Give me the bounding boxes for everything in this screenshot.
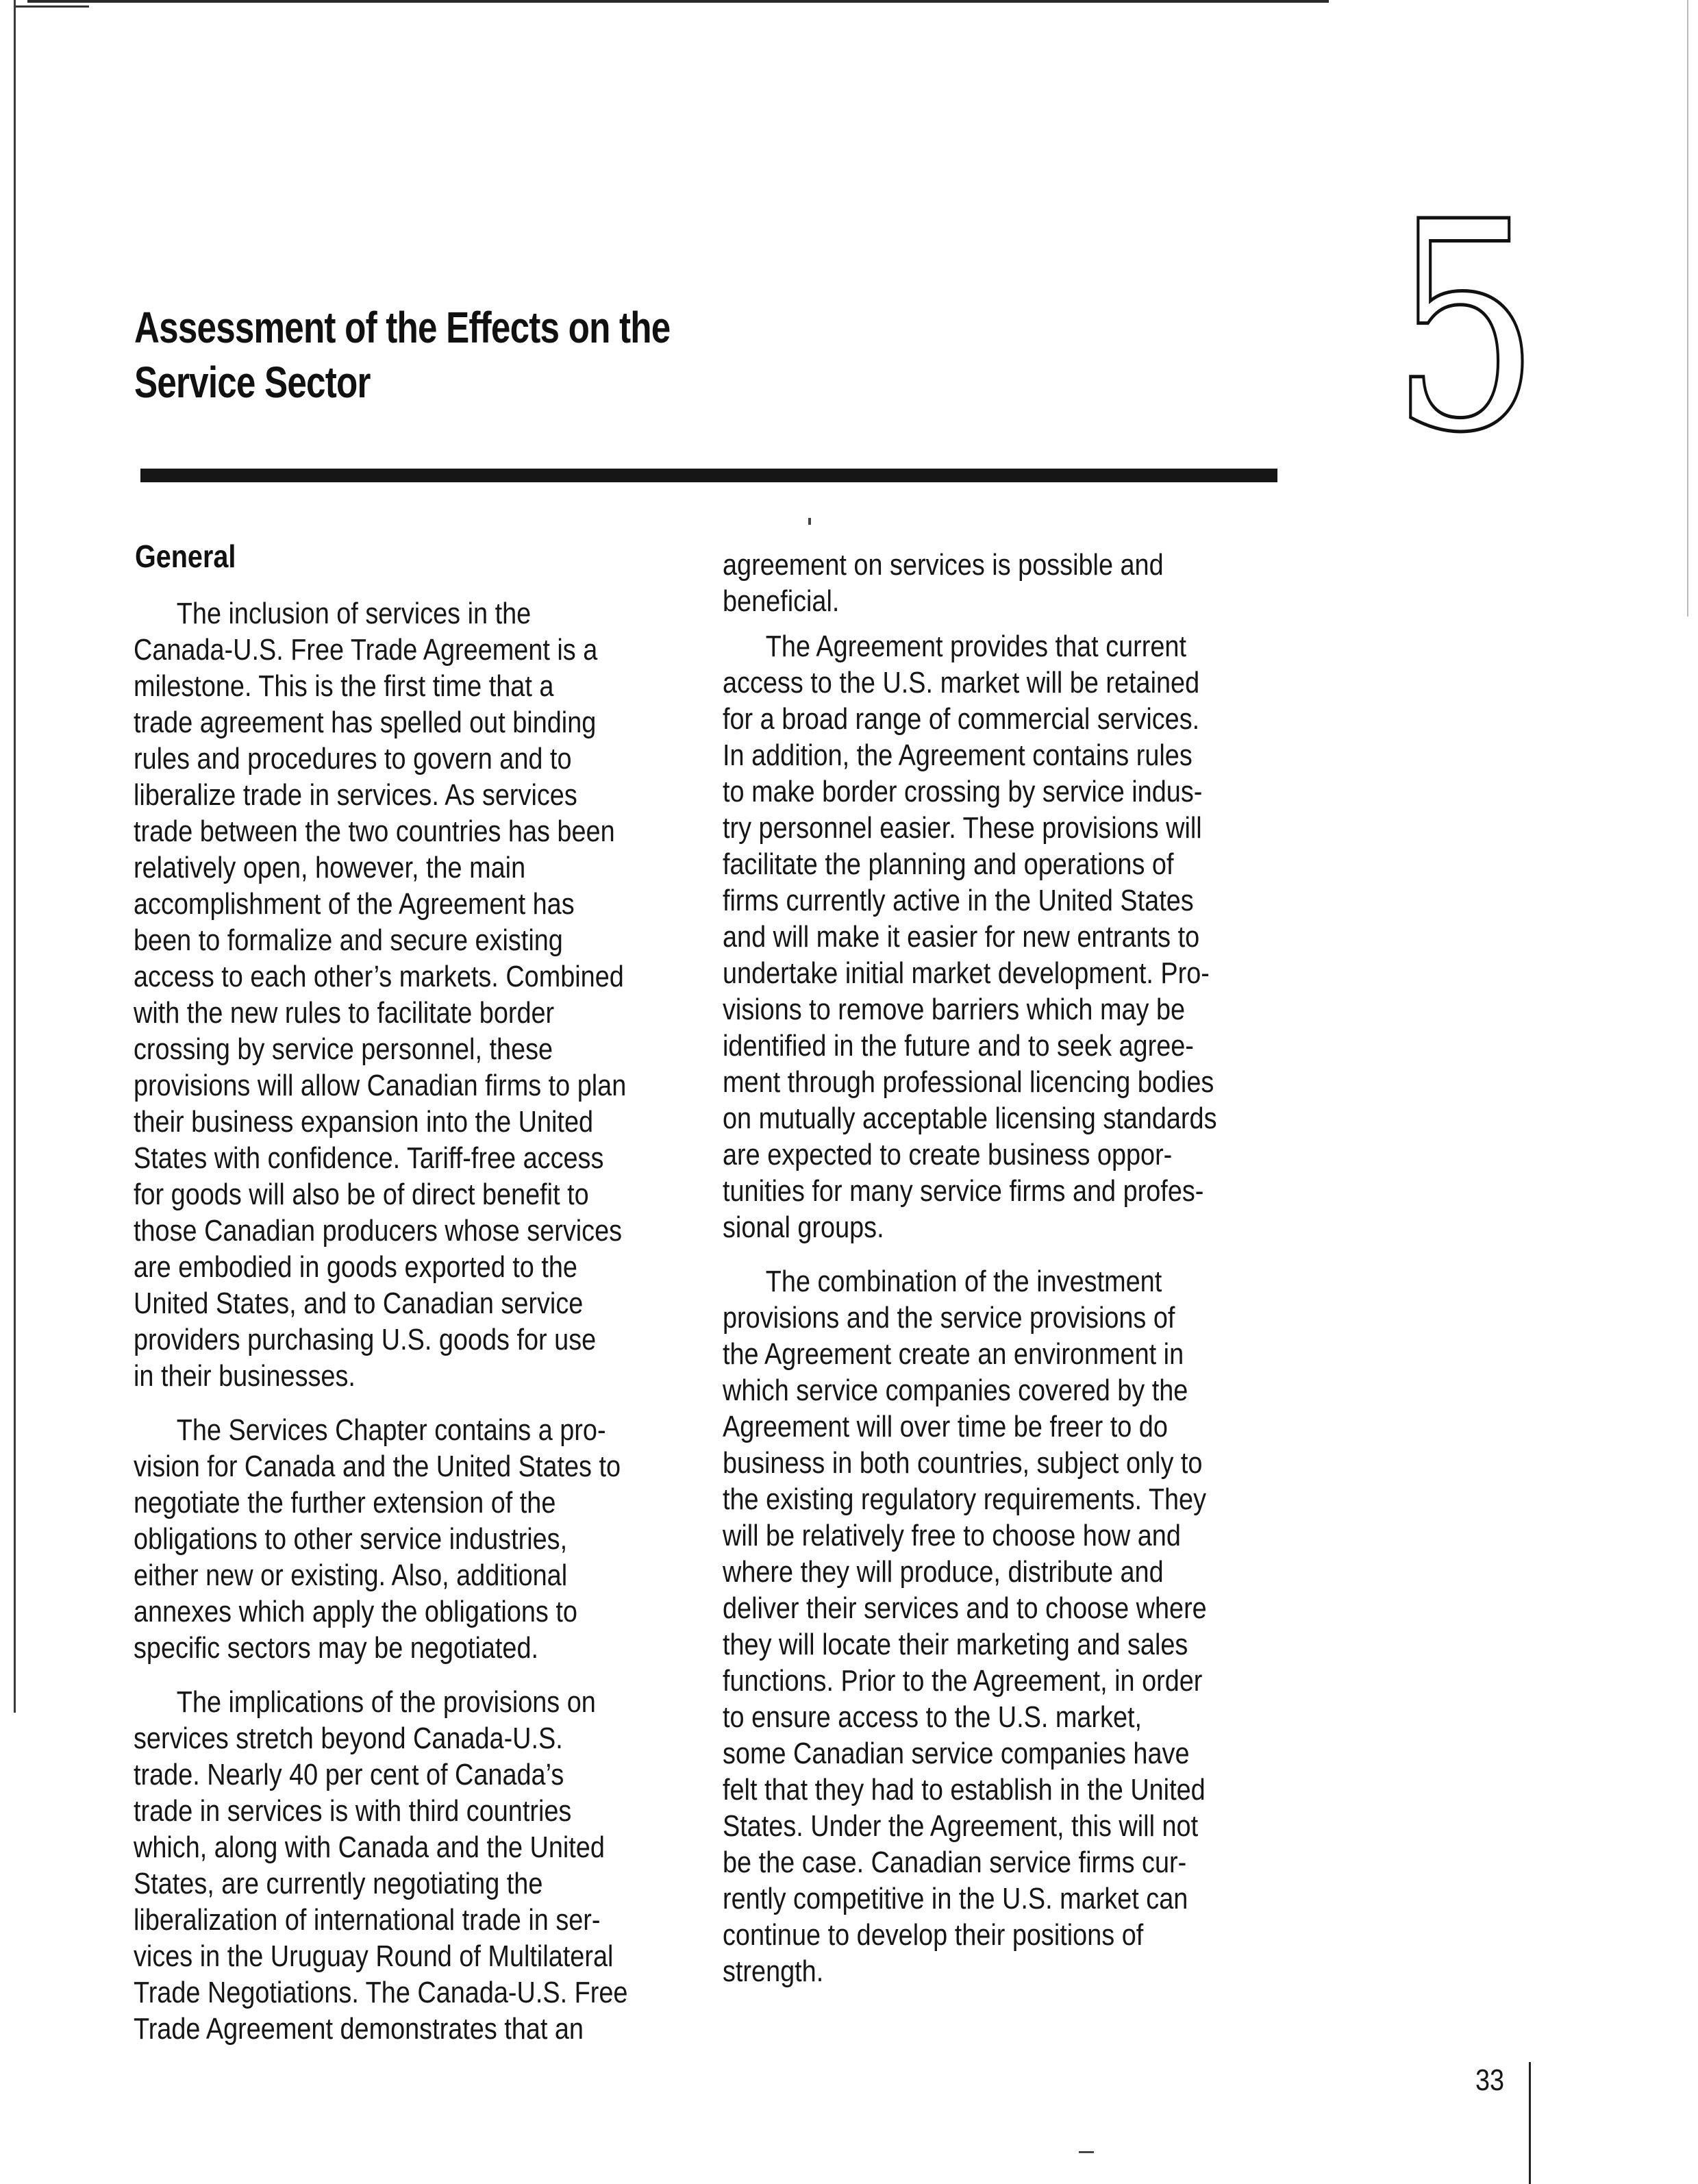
right-paragraph-3 (723, 1263, 1271, 1989)
left-paragraph-2-text: The Services Chapter contains a pro- vision for Canada and the United States to negotiate the further extension of the obligations to other service industries, either new or existing. Also, additional annexes which apply the obligations to specific sectors may be negotiated. (134, 1413, 621, 1665)
section-heading: General (135, 538, 236, 574)
chapter-title-line-1: Assessment of the Effects on the (134, 303, 671, 352)
left-paragraph-3-text: The implications of the provisions on services stretch beyond Canada-U.S. trade. Nearly 40 per cent of Canada’s trade in services is with third countries which, along with Canada and the United States, are currently negotiating the liberalization of international trade in ser- vices in the Uruguay Round of Multilateral Trade Negotiations. The Canada-U.S. Free Trade Agreement demonstrates that an (134, 1685, 628, 2046)
chapter-number: 5 (1390, 161, 1541, 496)
right-paragraph-1-text: agreement on services is possible and beneficial. (723, 548, 1164, 618)
scan-speck (1079, 2151, 1094, 2153)
right-paragraph-1 (723, 547, 1271, 619)
scan-top-rule-short (14, 5, 89, 8)
scan-speck (808, 518, 811, 525)
left-paragraph-2 (134, 1412, 682, 1666)
scan-top-rule (27, 0, 1329, 3)
title-rule (140, 469, 1277, 482)
scan-left-edge (14, 0, 16, 1713)
folio-rule (1529, 2062, 1531, 2184)
left-paragraph-1 (134, 595, 682, 1394)
page-number: 33 (1475, 2063, 1505, 2097)
chapter-title (134, 300, 737, 410)
right-paragraph-3-text: The combination of the investment provisions and the service provisions of the Agreement create an environment in which service companies covered by the Agreement will over time be freer to do business in both countries, subject only to the existing regulatory requirements. They will be relatively free to choose how and where they will produce, distribute and deliver their services and to choose where they will locate their marketing and sales functions. Prior to the Agreement, in order to ensure access to the U.S. market, some Canadian service companies have felt that they had to establish in the United States. Under the Agreement, this will not be the case. Canadian service firms cur- rently competitive in the U.S. market can continue to develop their positions of strength. (723, 1265, 1207, 1988)
left-paragraph-1-text: The inclusion of services in the Canada-U.S. Free Trade Agreement is a milestone. This is the first time that a trade agreement has spelled out binding rules and procedures to govern and to liberalize trade in services. As services trade between the two countries has been relatively open, however, the main accomplishment of the Agreement has been to formalize and secure existing access to each other’s markets. Combined with the new rules to facilitate border crossing by service personnel, these provisions will allow Canadian firms to plan their business expansion into the United States with confidence. Tariff-free access for goods will also be of direct benefit to those Canadian producers whose services are embodied in goods exported to the United States, and to Canadian service providers purchasing U.S. goods for use in their businesses. (134, 597, 627, 1393)
right-paragraph-2-text: The Agreement provides that current access to the U.S. market will be retained for a broad range of commercial services. In addition, the Agreement contains rules to make border crossing by service indus- try personnel easier. These provisions will facilitate the planning and operations of firms currently active in the United States and will make it easier for new entrants to undertake initial market development. Pro- visions to remove barriers which may be identified in the future and to seek agree- ment through professional licencing bodies on mutually acceptable licensing standards are expected to create business oppor- tunities for many service firms and profes- sional groups. (723, 630, 1217, 1244)
left-paragraph-3 (134, 1684, 682, 2047)
scan-right-edge (1687, 0, 1688, 617)
right-paragraph-2 (723, 628, 1271, 1245)
chapter-title-line-2: Service Sector (134, 358, 371, 407)
